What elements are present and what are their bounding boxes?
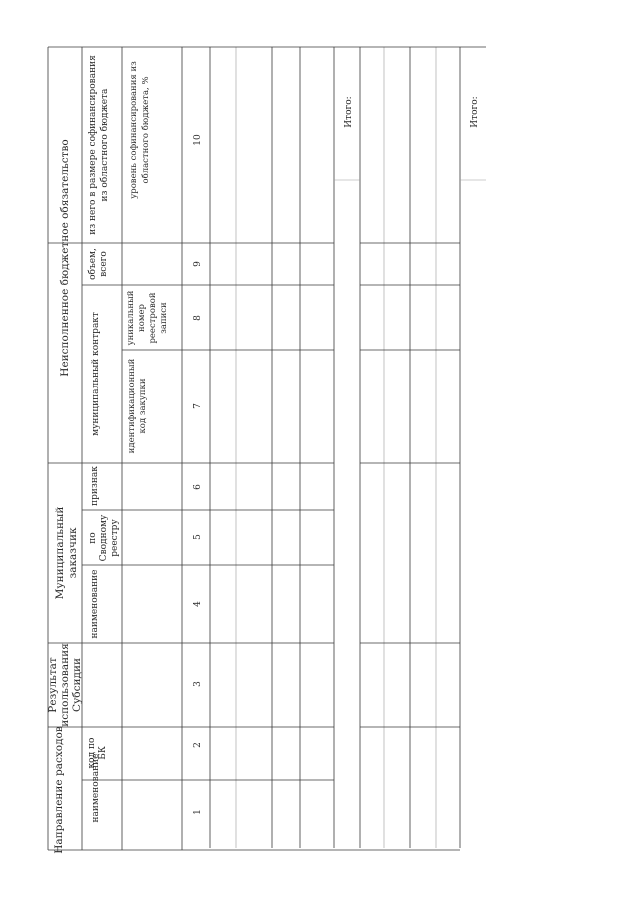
subheader-name: наименование [91, 753, 101, 823]
column-number: 8 [193, 315, 203, 321]
subheader-purchase-code-line1: идентификационный [127, 358, 137, 454]
subheader-cofinancing-level-line1: уровень софинансирования из [129, 61, 139, 199]
column-number: 2 [193, 742, 203, 748]
column-number: 5 [193, 534, 203, 540]
subheader-registry-line2: номер [137, 304, 147, 332]
subheader-registry-line3: реестровой [148, 292, 158, 344]
table-grid [48, 47, 486, 850]
total-label: Итого: [344, 96, 354, 128]
subheader-registry-line4: записи [159, 302, 169, 334]
subheader-customer-name: наименование [90, 569, 100, 639]
subheader-cofinancing-line2: из областного бюджета [100, 88, 110, 202]
column-number: 9 [193, 261, 203, 267]
subheader-registry-line1: уникальный [126, 290, 136, 346]
header-subsidy-result-line3: Субсидии [71, 658, 83, 712]
column-number: 7 [193, 403, 203, 409]
column-numbers [193, 134, 203, 815]
subheader-cofinancing-line1: из него в размере софинансирования [88, 55, 98, 235]
column-number: 4 [193, 601, 203, 607]
subheader-volume-line2: всего [99, 251, 109, 277]
header-subsidy-result-line1: Результат [47, 657, 59, 713]
subheader-bk-code-line1: код по [87, 737, 97, 769]
header-expense-direction: Направление расходов [53, 726, 65, 854]
header-municipal-customer-line1: Муниципальный [54, 506, 66, 600]
subheader-register-line1: по [88, 532, 98, 544]
sub-headers [87, 55, 169, 823]
column-number: 1 [193, 809, 203, 815]
header-municipal-customer-line2: заказчик [67, 527, 79, 579]
subheader-municipal-contract: муниципальный контракт [91, 312, 101, 436]
column-number: 3 [193, 681, 203, 687]
header-subsidy-result-line2: использования [59, 643, 71, 727]
group-headers [47, 139, 83, 853]
subheader-register-line3: реестру [110, 519, 120, 557]
header-unfulfilled-obligation: Неисполненное бюджетное обязательство [59, 139, 71, 377]
column-number: 6 [193, 484, 203, 490]
subheader-attribute: признак [90, 466, 100, 506]
subheader-volume-line1: объем, [88, 248, 98, 280]
subheader-bk-code-line2: БК [98, 746, 108, 760]
subheader-purchase-code-line2: код закупки [138, 378, 148, 434]
subheader-register-line2: Сводному [99, 514, 109, 562]
total-label: Итого: [470, 96, 480, 128]
column-number: 10 [193, 134, 203, 146]
subheader-cofinancing-level-line2: областного бюджета, % [141, 76, 151, 184]
